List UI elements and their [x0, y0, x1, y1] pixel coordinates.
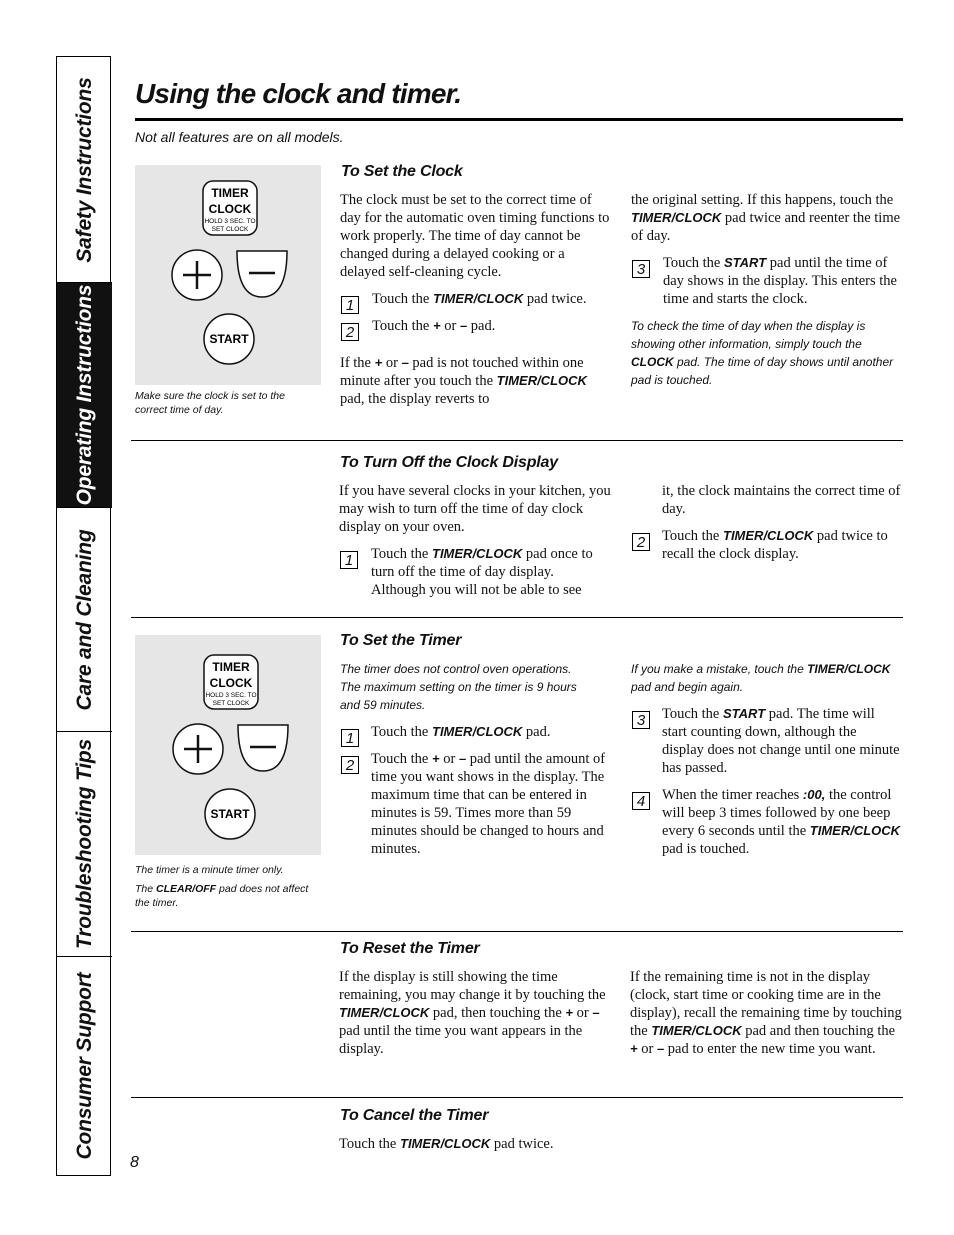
heading-turn-off-clock: To Turn Off the Clock Display [340, 454, 558, 471]
step-number-1: 1 [341, 296, 359, 314]
timer-label: TIMER [211, 186, 249, 200]
step-number-2: 2 [341, 756, 359, 774]
start-label: START [209, 332, 249, 346]
section-divider [131, 1097, 903, 1098]
set-clock-label: SET CLOCK [212, 700, 250, 707]
cancel-timer-text: Touch the TIMER/CLOCK pad twice. [339, 1136, 554, 1152]
set-clock-step-2: Touch the + or – pad. [372, 318, 496, 334]
step-number-2: 2 [632, 533, 650, 551]
page-number: 8 [130, 1154, 139, 1171]
set-timer-step-1: Touch the TIMER/CLOCK pad. [371, 724, 551, 740]
step-number-4: 4 [632, 792, 650, 810]
step-number-3: 3 [632, 260, 650, 278]
heading-reset-timer: To Reset the Timer [340, 940, 480, 957]
section-divider [131, 617, 903, 618]
control-panel-drawing [135, 165, 321, 385]
set-clock-note: To check the time of day when the display is showing other information, simply touch the CLOCK pad. The time of day shows until another pad is touched. [631, 319, 894, 387]
title-rule [135, 118, 903, 121]
turn-off-col2-text: it, the clock maintains the correct time of day. [662, 483, 901, 517]
hold-label: HOLD 3 SEC. TO [204, 218, 256, 225]
reset-timer-col2: If the remaining time is not in the display (clock, start time or cooking time are in the display), recall the remaining time by touching the TIMER/CLOCK pad and then touching the + or – pad to enter the new time you want. [630, 969, 902, 1057]
set-clock-revert-text: If the + or – pad is not touched within one minute after you touch the TIMER/CLOCK pad, the display reverts to [340, 355, 587, 407]
set-timer-step-4: When the timer reaches :00, the control will beep 3 times followed by one beep every 6 seconds until the TIMER/CLOCK pad is touched. [662, 787, 901, 857]
set-timer-mistake-note: If you make a mistake, touch the TIMER/CLOCK pad and begin again. [631, 662, 891, 694]
set-timer-step-3: Touch the START pad. The time will start counting down, although the display does not change until one minute has passed. [662, 706, 900, 776]
start-label: START [210, 807, 250, 821]
heading-set-clock: To Set the Clock [341, 163, 463, 180]
reset-timer-col1: If the display is still showing the time remaining, you may change it by touching the TIMER/CLOCK pad, then touching the + or – pad until the time you want appears in the display. [339, 969, 606, 1057]
hold-label: HOLD 3 SEC. TO [205, 692, 257, 699]
heading-set-timer: To Set the Timer [340, 632, 462, 649]
step-number-1: 1 [340, 551, 358, 569]
clock-label: CLOCK [209, 676, 253, 690]
set-clock-step-1: Touch the TIMER/CLOCK pad twice. [372, 291, 587, 307]
section-tabs [56, 56, 111, 1176]
section-divider [131, 931, 903, 932]
turn-off-step-1: Touch the TIMER/CLOCK pad once to turn off the time of day display. Although you will not be able to see [371, 546, 593, 598]
timer-caption-2: The CLEAR/OFF pad does not affect the timer. [135, 883, 309, 909]
set-timer-step-2: Touch the + or – pad until the amount of time you want shows in the display. The maximum time that can be entered in minutes is 59. Times more than 59 minutes should be changed to hours and minutes. [371, 751, 606, 857]
set-clock-col2-text: the original setting. If this happens, touch the TIMER/CLOCK pad twice and reenter the time of day. [631, 192, 901, 244]
tab-operating-instructions[interactable]: Operating Instructions [57, 283, 112, 508]
tab-care-and-cleaning[interactable]: Care and Cleaning [57, 508, 112, 732]
heading-cancel-timer: To Cancel the Timer [340, 1107, 489, 1124]
step-number-1: 1 [341, 729, 359, 747]
turn-off-step-2: Touch the TIMER/CLOCK pad twice to recall the clock display. [662, 528, 888, 562]
timer-label: TIMER [212, 660, 250, 674]
tab-troubleshooting-tips[interactable]: Troubleshooting Tips [57, 732, 112, 957]
section-divider [131, 440, 903, 441]
set-timer-note: The timer does not control oven operations. The maximum setting on the timer is 9 hours and 59 minutes. [340, 662, 577, 712]
timer-caption-1: The timer is a minute timer only. [135, 864, 284, 876]
step-number-3: 3 [632, 711, 650, 729]
tab-safety-instructions[interactable]: Safety Instructions [57, 57, 112, 283]
tab-consumer-support[interactable]: Consumer Support [72, 972, 96, 1160]
set-clock-caption: Make sure the clock is set to the correct time of day. [135, 390, 285, 416]
set-clock-intro: The clock must be set to the correct time of day for the automatic oven timing functions to work properly. The time of day cannot be changed during a delayed cooking or a delayed self-cleaning cycle. [340, 192, 610, 280]
page-subtitle: Not all features are on all models. [135, 129, 344, 145]
control-panel-illustration [135, 635, 321, 855]
page-title: Using the clock and timer. [135, 78, 462, 109]
step-number-2: 2 [341, 323, 359, 341]
control-panel-illustration [135, 165, 321, 385]
turn-off-intro: If you have several clocks in your kitchen, you may wish to turn off the time of day clock display on your oven. [339, 483, 611, 535]
control-panel-drawing [135, 635, 321, 855]
clock-label: CLOCK [208, 202, 252, 216]
set-clock-step-3: Touch the START pad until the time of day shows in the display. This enters the time and starts the clock. [663, 255, 897, 307]
set-clock-label: SET CLOCK [211, 226, 249, 233]
